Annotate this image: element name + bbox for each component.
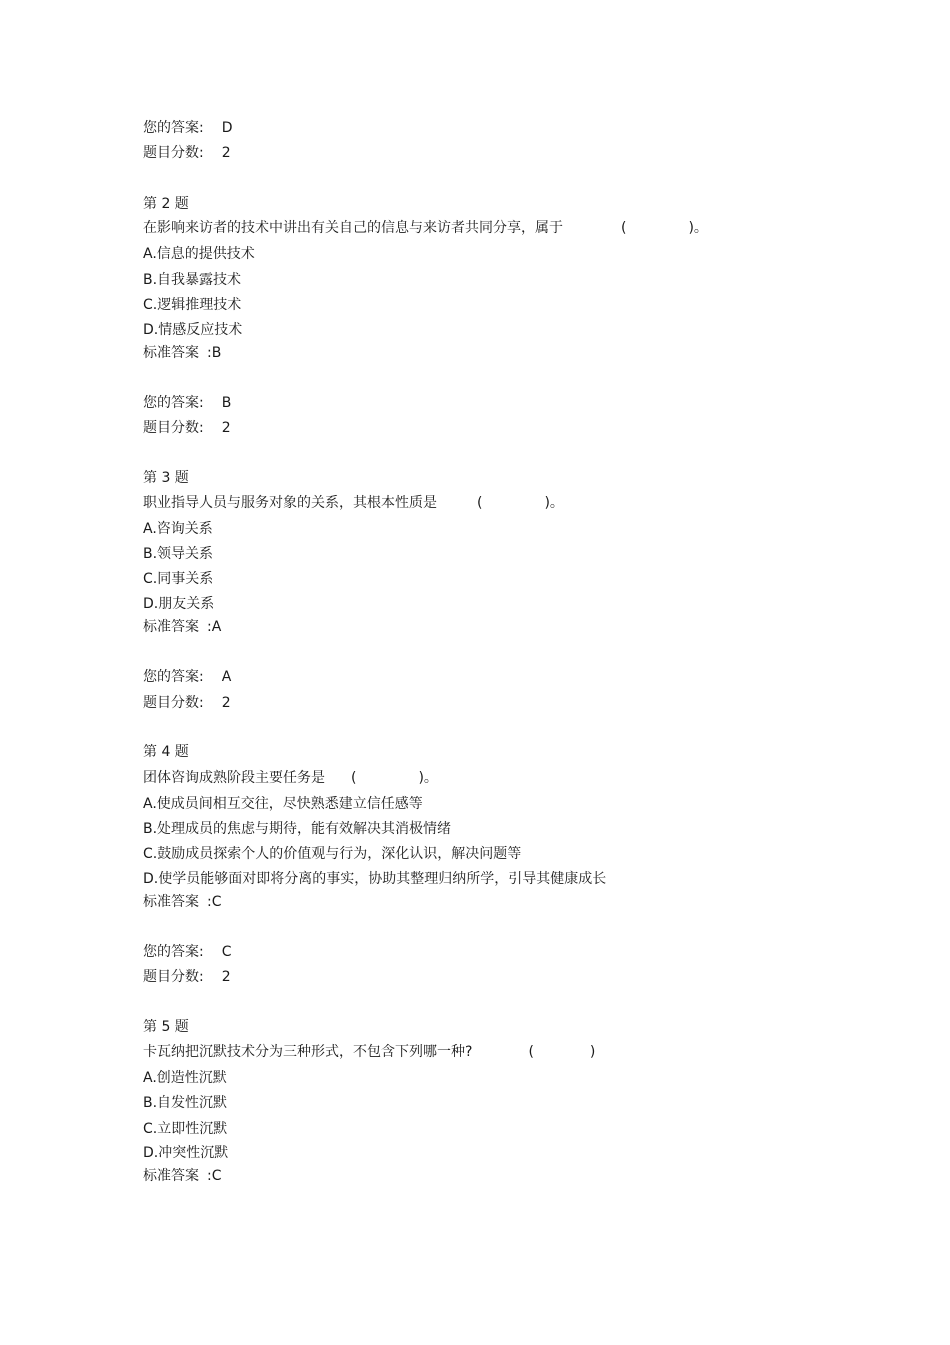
standard-answer-label: 标准答案	[143, 619, 199, 635]
score-value: 2	[221, 420, 231, 436]
option-b: B.自发性沉默	[143, 1095, 228, 1111]
answer-paren-close: )	[589, 1044, 596, 1060]
option-a: A.咨询关系	[143, 521, 213, 537]
answer-paren-close: )。	[544, 495, 564, 511]
question-stem-text: 团体咨询成熟阶段主要任务是	[143, 770, 325, 786]
standard-answer-value: :B	[207, 345, 222, 361]
standard-answer-label: 标准答案	[143, 894, 199, 910]
option-a: A.使成员间相互交往，尽快熟悉建立信任感等	[143, 796, 423, 812]
option-b: B.处理成员的焦虑与期待，能有效解决其消极情绪	[143, 821, 452, 837]
option-b: B.自我暴露技术	[143, 272, 242, 288]
option-d: D.使学员能够面对即将分离的事实，协助其整理归纳所学，引导其健康成长	[143, 871, 607, 887]
option-c: C.立即性沉默	[143, 1121, 228, 1137]
answer-paren-close: )。	[418, 770, 438, 786]
option-d: D.朋友关系	[143, 596, 215, 612]
question-title: 第 4 题	[143, 744, 189, 760]
score-value: 2	[221, 145, 231, 161]
your-answer-label: 您的答案:	[143, 944, 204, 960]
score-label: 题目分数:	[143, 420, 204, 436]
your-answer-value: C	[221, 944, 232, 960]
standard-answer-row	[143, 893, 222, 911]
option-a: A.创造性沉默	[143, 1070, 227, 1086]
question-title: 第 2 题	[143, 196, 189, 212]
your-answer-label: 您的答案:	[143, 669, 204, 685]
question-stem-text: 卡瓦纳把沉默技术分为三种形式，不包含下列哪一种?	[143, 1044, 473, 1060]
your-answer-label: 您的答案:	[143, 395, 204, 411]
answer-paren-open: (	[477, 495, 483, 511]
your-answer-row	[143, 394, 231, 412]
answer-paren-open: (	[621, 220, 627, 236]
your-answer-row	[143, 943, 232, 961]
option-c: C.逻辑推理技术	[143, 297, 242, 313]
answer-paren-close: )。	[688, 220, 708, 236]
option-d: D.冲突性沉默	[143, 1145, 229, 1161]
answer-paren-open: (	[351, 770, 357, 786]
question-title: 第 5 题	[143, 1019, 189, 1035]
score-value: 2	[221, 969, 231, 985]
question-stem	[143, 219, 708, 237]
standard-answer-value: :C	[207, 1168, 222, 1184]
score-row	[143, 968, 231, 986]
standard-answer-label: 标准答案	[143, 345, 199, 361]
option-a: A.信息的提供技术	[143, 246, 255, 262]
score-label: 题目分数:	[143, 145, 204, 161]
standard-answer-value: :A	[207, 619, 222, 635]
option-c: C.鼓励成员探索个人的价值观与行为，深化认识，解决问题等	[143, 846, 522, 862]
standard-answer-label: 标准答案	[143, 1168, 199, 1184]
score-value: 2	[221, 695, 231, 711]
question-title: 第 3 题	[143, 470, 189, 486]
question-stem	[143, 1043, 595, 1061]
score-row	[143, 419, 231, 437]
your-answer-row	[143, 668, 231, 686]
standard-answer-row	[143, 1167, 222, 1185]
standard-answer-row	[143, 344, 221, 362]
question-stem	[143, 494, 564, 512]
option-d: D.情感反应技术	[143, 322, 243, 338]
standard-answer-value: :C	[207, 894, 222, 910]
score-row	[143, 694, 231, 712]
score-row	[143, 144, 231, 162]
your-answer-value: D	[221, 120, 233, 136]
question-stem-text: 职业指导人员与服务对象的关系，其根本性质是	[143, 495, 437, 511]
your-answer-value: B	[221, 395, 232, 411]
question-stem	[143, 769, 438, 787]
answer-paren-open: (	[528, 1044, 534, 1060]
option-c: C.同事关系	[143, 571, 214, 587]
your-answer-label: 您的答案:	[143, 120, 204, 136]
question-stem-text: 在影响来访者的技术中讲出有关自己的信息与来访者共同分享，属于	[143, 220, 563, 236]
standard-answer-row	[143, 618, 221, 636]
your-answer-value: A	[221, 669, 232, 685]
your-answer-row	[143, 119, 233, 137]
score-label: 题目分数:	[143, 695, 204, 711]
option-b: B.领导关系	[143, 546, 214, 562]
score-label: 题目分数:	[143, 969, 204, 985]
